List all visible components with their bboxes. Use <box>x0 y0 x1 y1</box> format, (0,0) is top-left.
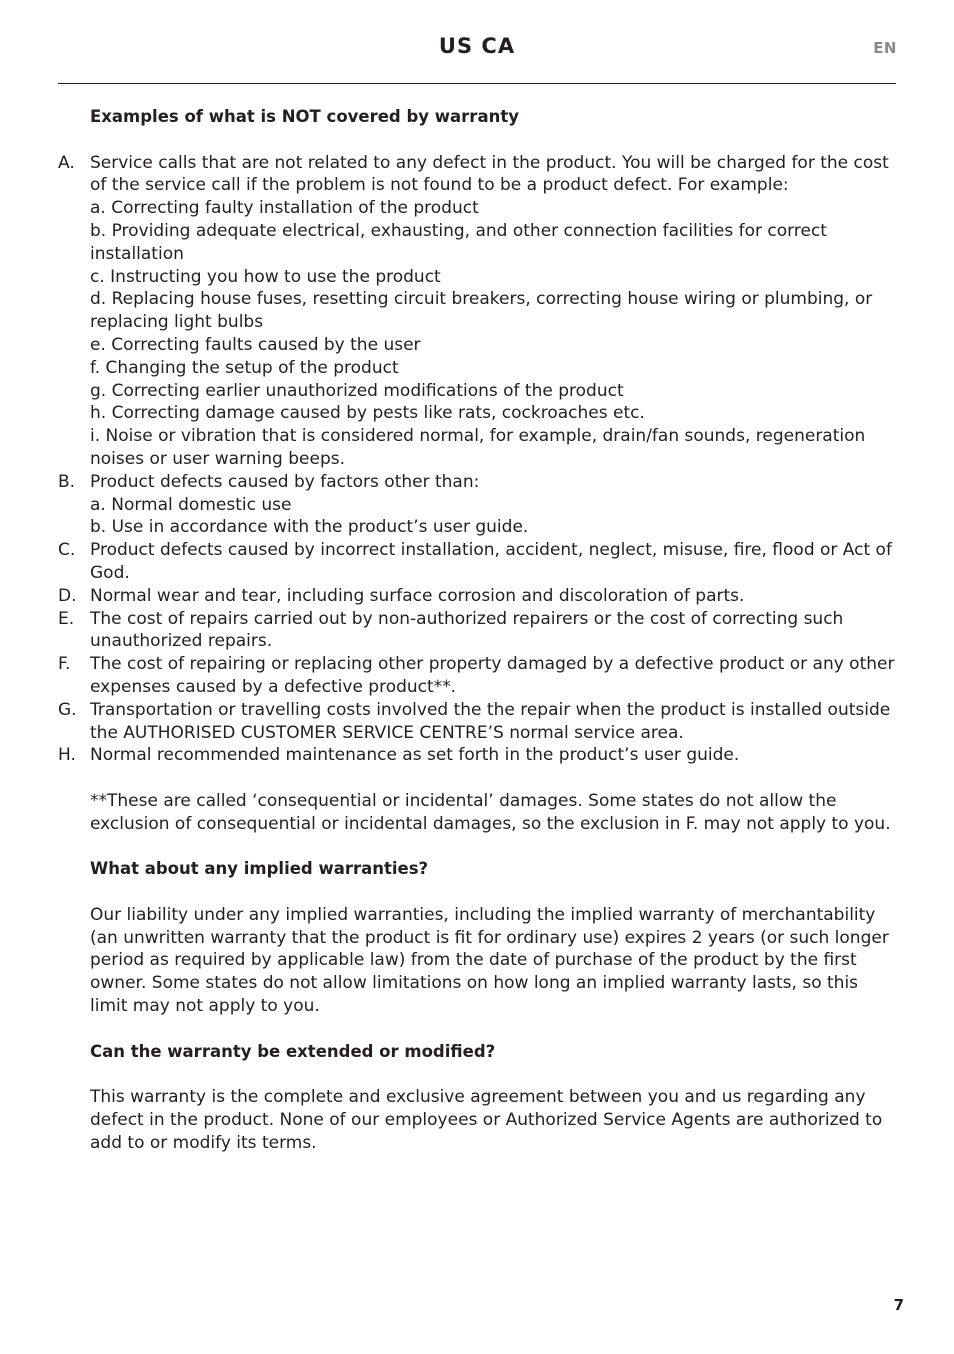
extended-modified-paragraph: This warranty is the complete and exclusive agreement between you and us regarding any defect in the product. None of our employees or Authorized Service Agents are authorized to add to or modify its terms. <box>90 1087 883 1153</box>
page-title: US CA <box>438 34 516 58</box>
section-heading-extended-modified: Can the warranty be extended or modified? <box>90 1041 496 1061</box>
list-item <box>58 699 898 745</box>
spacer <box>58 767 898 790</box>
spacer <box>58 129 898 152</box>
sub-item: b. Providing adequate electrical, exhausting, and other connection facilities for correct installation <box>90 220 827 264</box>
list-item-text: The cost of repairs carried out by non-authorized repairers or the cost of correcting such unauthorized repairs. <box>90 608 844 652</box>
sub-item: a. Normal domestic use <box>90 494 292 515</box>
sub-item: f. Changing the setup of the product <box>90 357 399 378</box>
sub-item: a. Correcting faulty installation of the product <box>90 198 479 219</box>
list-item <box>58 539 898 585</box>
sub-item: h. Correcting damage caused by pests like rats, cockroaches etc. <box>90 403 645 424</box>
list-item <box>58 653 898 699</box>
list-item-text: Normal wear and tear, including surface corrosion and discoloration of parts. <box>90 585 745 606</box>
list-item-text: Transportation or travelling costs involved the the repair when the product is installed outside the AUTHORISED CUSTOMER SERVICE CENTRE’S normal service area. <box>90 699 891 743</box>
list-item-letter: E. <box>58 608 75 629</box>
list-item <box>58 608 898 654</box>
list-item-letter: F. <box>58 654 71 675</box>
section-heading-not-covered: Examples of what is NOT covered by warranty <box>90 107 519 126</box>
header-divider <box>58 83 896 84</box>
sub-item: c. Instructing you how to use the product <box>90 266 441 287</box>
list-item <box>58 585 898 608</box>
list-item-text: Product defects caused by incorrect installation, accident, neglect, misuse, fire, flood or Act of God. <box>90 540 892 583</box>
list-item-text: Normal recommended maintenance as set forth in the product’s user guide. <box>90 745 740 766</box>
list-item-letter: G. <box>58 699 77 720</box>
implied-warranties-paragraph: Our liability under any implied warranties, including the implied warranty of merchantability (an unwritten warranty that the product is fit for ordinary use) expires 2 years (or such longer period as required by applicable law) from the date of purchase of the product by the first owner. Some states do not allow limitations on how long an implied warranty lasts, so this limit may not apply to you. <box>90 904 889 1017</box>
list-item-text: Service calls that are not related to any defect in the product. You will be charged for the cost of the service call if the problem is not found to be a product defect. For example: <box>90 152 889 196</box>
list-item-letter: H. <box>58 745 76 766</box>
list-item-text: Product defects caused by factors other than: <box>90 471 480 492</box>
language-label: EN <box>873 39 897 57</box>
list-item-letter: B. <box>58 471 76 492</box>
page-content <box>58 106 898 1155</box>
spacer <box>58 1063 898 1086</box>
list-item-text: The cost of repairing or replacing other property damaged by a defective product or any other expenses caused by a defective product**. <box>90 654 895 697</box>
list-item-letter: A. <box>58 152 75 173</box>
sub-item: i. Noise or vibration that is considered normal, for example, drain/fan sounds, regeneration noises or user warning beeps. <box>90 426 866 469</box>
page-number: 7 <box>893 1296 904 1314</box>
sub-item: d. Replacing house fuses, resetting circuit breakers, correcting house wiring or plumbing, or replacing light bulbs <box>90 289 873 333</box>
section-heading-implied-warranties: What about any implied warranties? <box>90 859 429 879</box>
list-item <box>58 471 898 539</box>
list-item <box>58 152 898 471</box>
footnote: **These are called ‘consequential or incidental’ damages. Some states do not allow the exclusion of consequential or incidental damages, so the exclusion in F. may not apply to you. <box>90 790 891 834</box>
sub-item: b. Use in accordance with the product’s user guide. <box>90 517 529 538</box>
spacer <box>58 836 898 859</box>
spacer <box>58 1018 898 1041</box>
sub-item: e. Correcting faults caused by the user <box>90 334 421 355</box>
spacer <box>58 881 898 904</box>
list-item-letter: C. <box>58 540 76 561</box>
list-item <box>58 744 898 767</box>
list-item-letter: D. <box>58 585 77 606</box>
sub-item: g. Correcting earlier unauthorized modifications of the product <box>90 380 624 401</box>
